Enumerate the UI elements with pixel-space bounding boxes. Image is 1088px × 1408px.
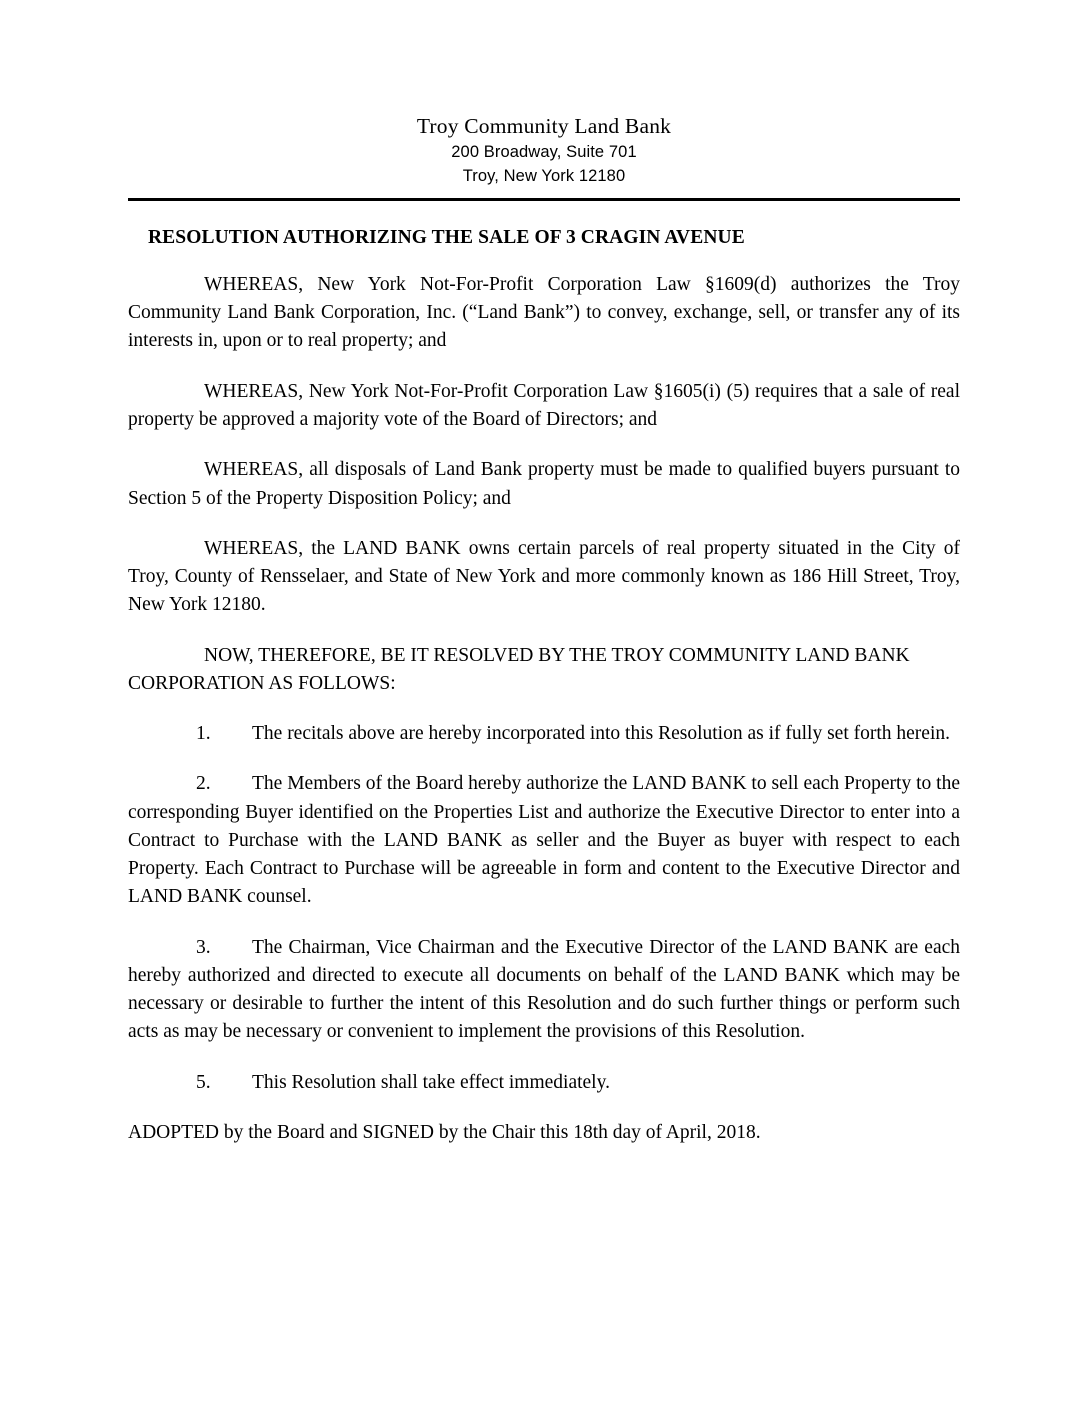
resolution-item-1	[128, 720, 960, 748]
address-line-1: 200 Broadway, Suite 701	[451, 143, 637, 162]
item-text: The Members of the Board hereby authorize the LAND BANK to sell each Property to the corresponding Buyer identified on the Properties List and authorize the Executive Director to enter into a Contract to Purchase with the LAND BANK as seller and the Buyer as buyer with respect to each Property. Each Contract to Purchase will be agreeable in form and content to the Executive Director and LAND BANK counsel.	[128, 773, 960, 908]
resolved-lead-paragraph	[128, 642, 960, 699]
address-line-2: Troy, New York 12180	[462, 167, 626, 186]
item-text: The Chairman, Vice Chairman and the Executive Director of the LAND BANK are each hereby authorized and directed to execute all documents on behalf of the LAND BANK which may be necessary or desirable to further the intent of this Resolution and do such further things or perform such acts as may be necessary or convenient to implement the provisions of this Resolution.	[128, 936, 960, 1043]
organization-name: Troy Community Land Bank	[416, 114, 672, 138]
item-text: This Resolution shall take effect immediately.	[252, 1071, 610, 1093]
recital-paragraph-4	[128, 535, 960, 620]
adoption-statement: ADOPTED by the Board and SIGNED by the Chair this 18th day of April, 2018.	[128, 1122, 761, 1144]
item-number: 1.	[196, 723, 211, 745]
resolution-item-3	[128, 934, 960, 1047]
recital-3-text: WHEREAS, all disposals of Land Bank property must be made to qualified buyers pursuant to Section 5 of the Property Disposition Policy; and	[128, 459, 960, 509]
resolution-item-5	[128, 1069, 960, 1097]
recital-1-text: WHEREAS, New York Not-For-Profit Corporation Law §1609(d) authorizes the Troy Community Land Bank Corporation, Inc. (“Land Bank”) to convey, exchange, sell, or transfer any of its interests in, upon or to real property; and	[128, 273, 960, 352]
recital-4-text: WHEREAS, the LAND BANK owns certain parcels of real property situated in the City of Troy, County of Rensselaer, and State of New York and more commonly known as 186 Hill Street, Troy, New York 12180.	[128, 537, 960, 616]
item-number: 5.	[196, 1071, 211, 1093]
item-number: 2.	[196, 773, 211, 795]
recital-paragraph-2	[128, 378, 960, 435]
resolved-lead-text: NOW, THEREFORE, BE IT RESOLVED BY THE TROY COMMUNITY LAND BANK CORPORATION AS FOLLOWS:	[128, 644, 910, 694]
header-divider	[128, 198, 960, 201]
item-text: The recitals above are hereby incorporated into this Resolution as if fully set forth herein.	[252, 723, 950, 745]
page-title: RESOLUTION AUTHORIZING THE SALE OF 3 CRAGIN AVENUE	[148, 226, 745, 248]
letterhead	[128, 112, 960, 188]
recital-paragraph-3	[128, 456, 960, 513]
recital-2-text: WHEREAS, New York Not-For-Profit Corporation Law §1605(i) (5) requires that a sale of real property be approved a majority vote of the Board of Directors; and	[128, 380, 960, 430]
recital-paragraph-1	[128, 271, 960, 356]
item-number: 3.	[196, 936, 211, 958]
resolution-item-2	[128, 770, 960, 911]
